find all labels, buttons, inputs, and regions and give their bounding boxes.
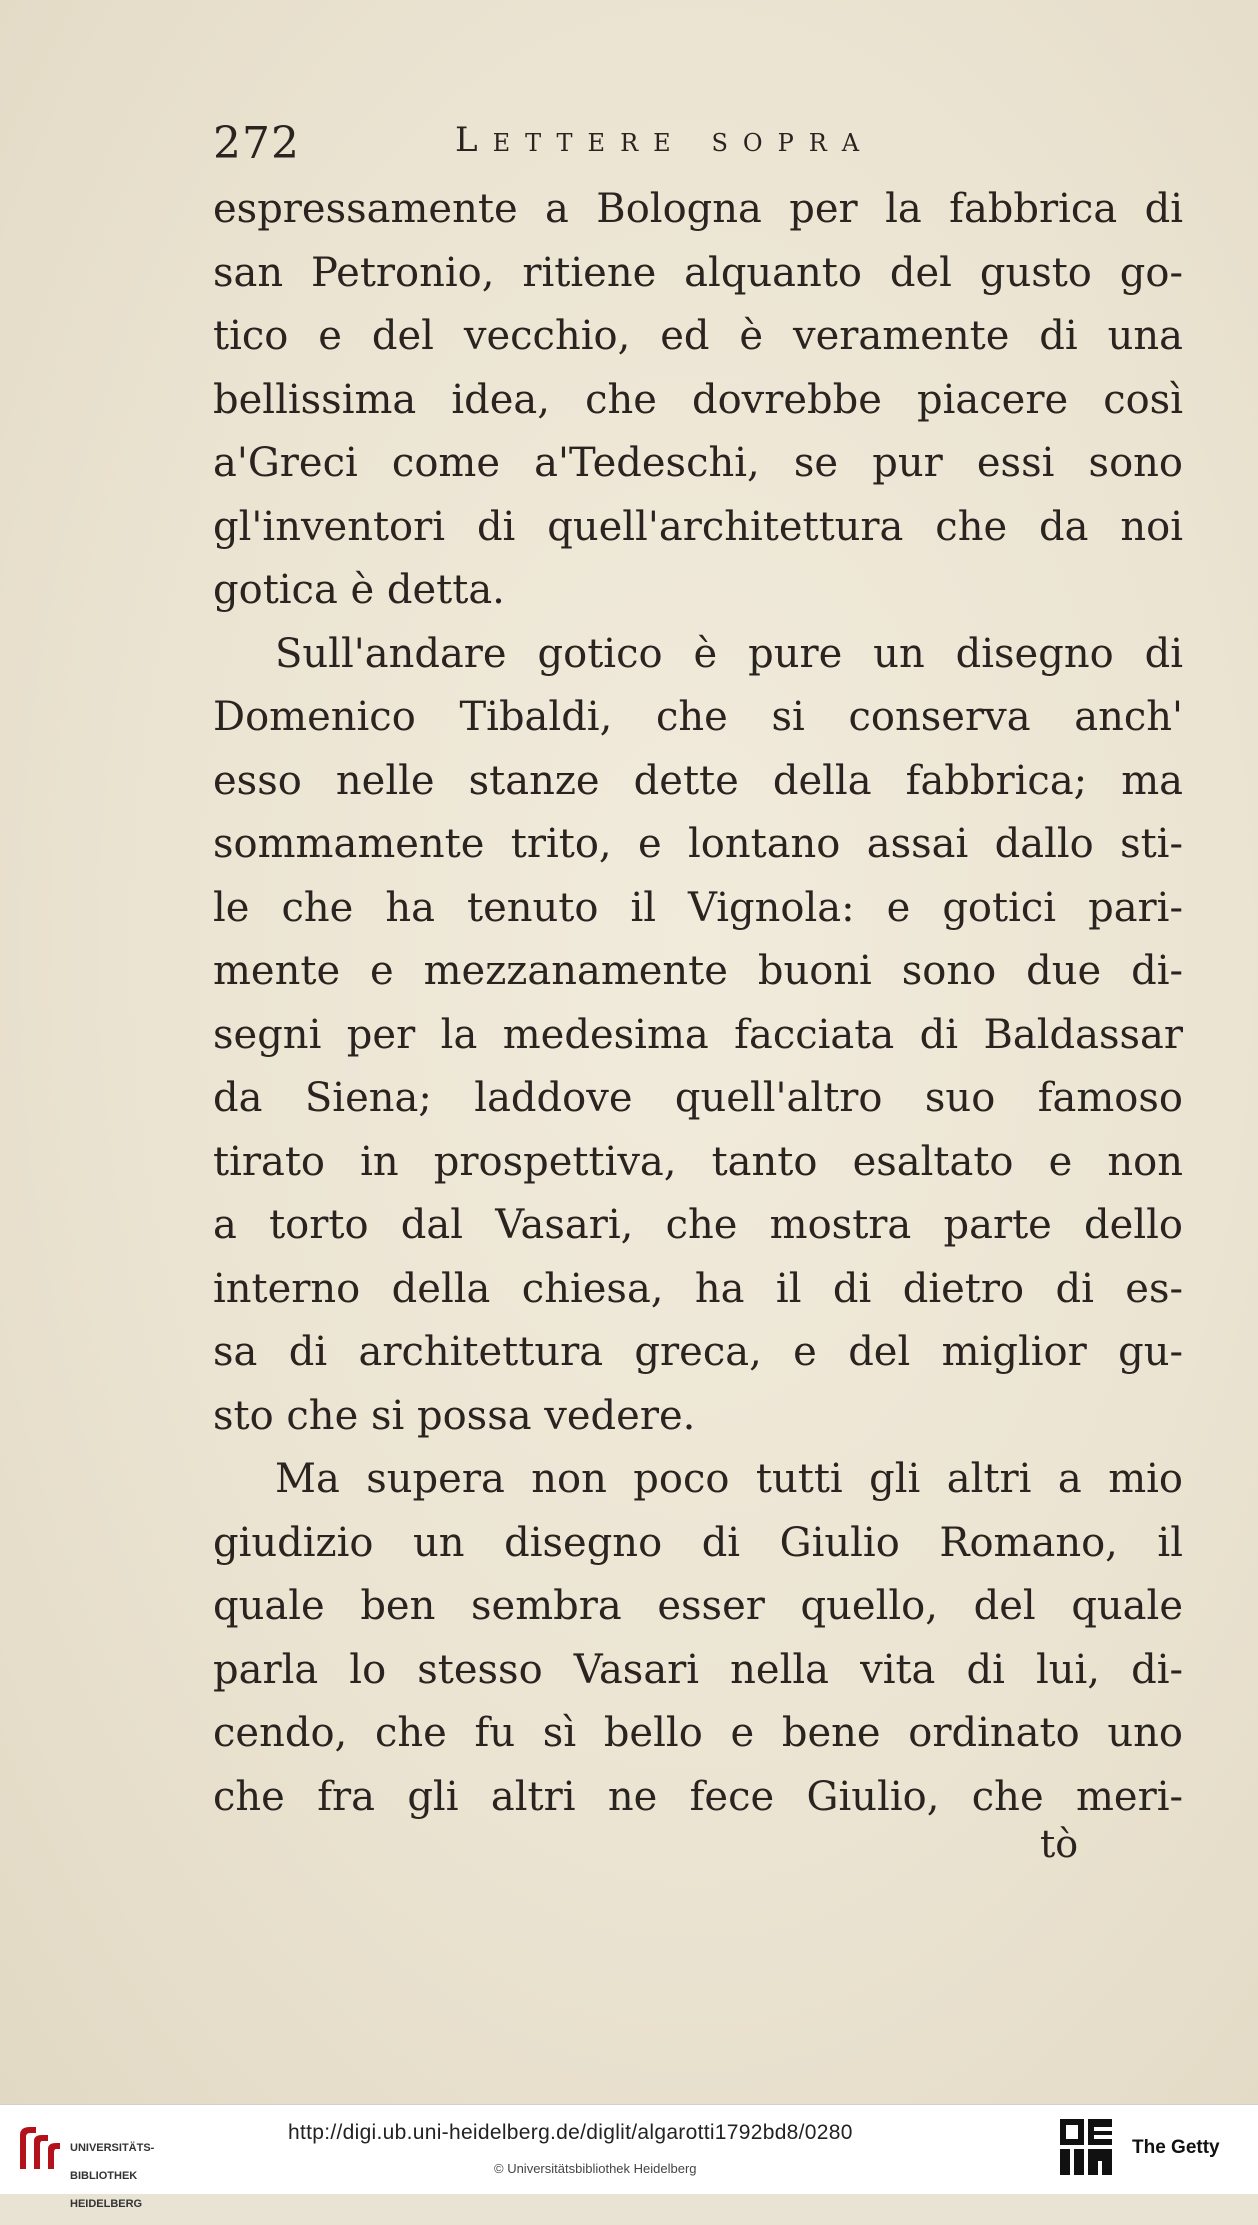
catchword: tò (1040, 1822, 1079, 1866)
page-number: 272 (213, 118, 300, 169)
text-line: gotica è detta. (213, 567, 505, 613)
library-name (70, 2127, 200, 2225)
text-line: parla lo stesso Vasari nella vita di lui, di- (213, 1646, 1183, 1693)
text-line: sommamente trito, e lontano assai dallo sti- (213, 821, 1183, 867)
body-text (213, 178, 1183, 1829)
text-line: tico e del vecchio, ed è veramente di una (213, 313, 1183, 359)
text-line: segni per la medesima facciata di Baldassar (213, 1011, 1183, 1058)
library-name-line: BIBLIOTHEK (70, 2170, 138, 2182)
text-line: giudizio un disegno di Giulio Romano, il (213, 1519, 1183, 1566)
paragraph-first-line: Sull'andare gotico è pure un disegno di (275, 630, 1183, 677)
text-line: sto che si possa vedere. (213, 1392, 696, 1439)
library-name-line: UNIVERSITÄTS- (70, 2142, 155, 2154)
library-name-line: HEIDELBERG (70, 2198, 143, 2210)
getty-label: The Getty (1132, 2137, 1220, 2158)
text-line: mente e mezzanamente buoni sono due di- (213, 948, 1183, 994)
text-line: interno della chiesa, ha il di dietro di es- (213, 1265, 1183, 1312)
text-line: gl'inventori di quell'architettura che da noi (213, 503, 1183, 550)
text-line: a'Greci come a'Tedeschi, se pur essi sono (213, 440, 1183, 486)
text-line: sa di architettura greca, e del miglior gu- (213, 1329, 1183, 1375)
running-title: Lettere sopra (455, 120, 875, 160)
text-line: tirato in prospettiva, tanto esaltato e non (213, 1138, 1183, 1185)
text-line: che fra gli altri ne fece Giulio, che meri- (213, 1773, 1183, 1820)
text-line: esso nelle stanze dette della fabbrica; ma (213, 757, 1183, 804)
text-line: san Petronio, ritiene alquanto del gusto go- (213, 249, 1183, 296)
text-line: bellissima idea, che dovrebbe piacere così (213, 376, 1183, 423)
page-header (213, 112, 1173, 172)
footer-bar (0, 2104, 1258, 2210)
text-line: da Siena; laddove quell'altro suo famoso (213, 1075, 1183, 1121)
getty-logo-icon (1058, 2117, 1114, 2179)
text-line: a torto dal Vasari, che mostra parte dello (213, 1202, 1183, 1248)
source-url-link[interactable]: http://digi.ub.uni-heidelberg.de/diglit/algarotti1792bd8/0280 (288, 2121, 853, 2144)
university-library-logo-icon (12, 2121, 64, 2177)
text-line: le che ha tenuto il Vignola: e gotici pari- (213, 884, 1183, 931)
text-line: cendo, che fu sì bello e bene ordinato uno (213, 1710, 1183, 1756)
text-line: Domenico Tibaldi, che si conserva anch' (213, 694, 1183, 740)
copyright-notice: © Universitätsbibliothek Heidelberg (494, 2161, 697, 2176)
paragraph-first-line: Ma supera non poco tutti gli altri a mio (275, 1456, 1183, 1502)
text-line: espressamente a Bologna per la fabbrica di (213, 186, 1183, 232)
text-line: quale ben sembra esser quello, del quale (213, 1583, 1183, 1629)
